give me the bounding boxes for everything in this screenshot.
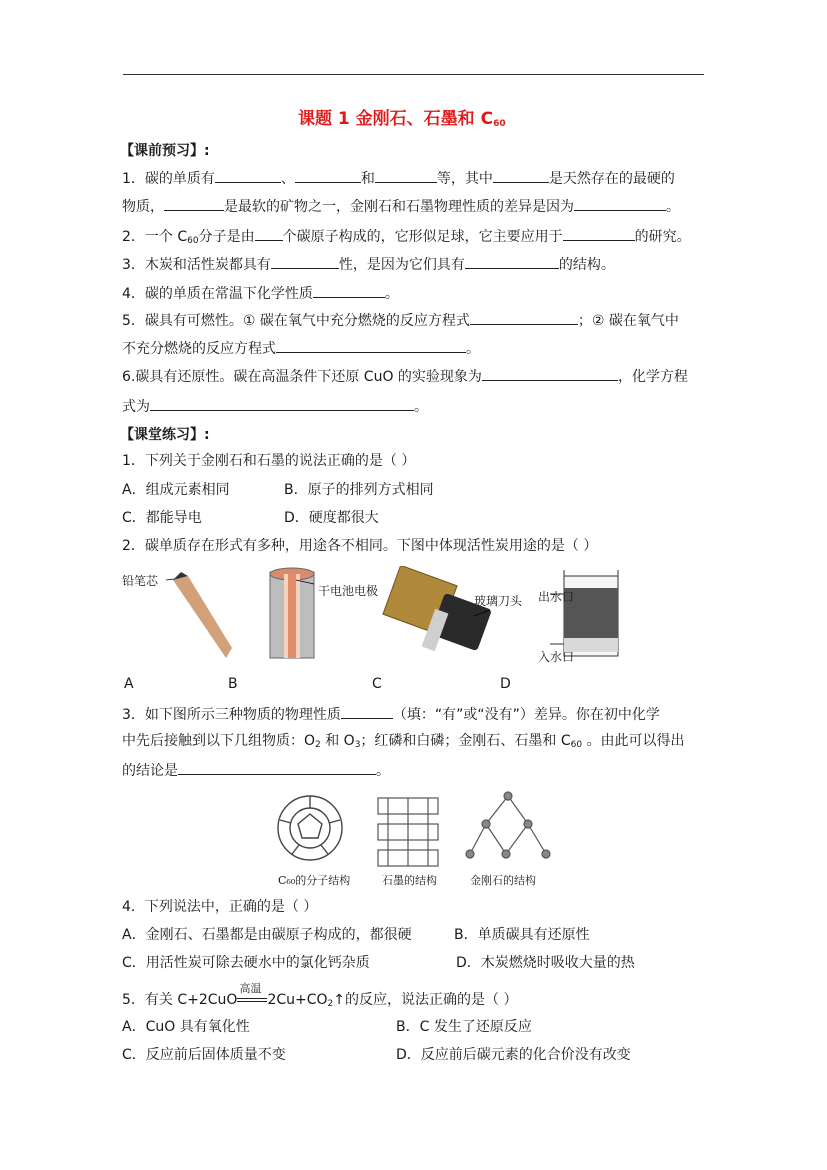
blank[interactable] (255, 226, 283, 241)
glass-cutter-label: 玻璃刀头 (474, 594, 523, 608)
practice-q5-option-c: C．反应前后固体质量不变 (122, 1047, 286, 1063)
blank[interactable] (470, 310, 578, 325)
blank[interactable] (574, 196, 666, 211)
practice-q1-option-a: A．组成元素相同 (122, 482, 230, 498)
preview-q6-line1: 6.碳具有还原性。碳在高温条件下还原 CuO 的实验现象为 ，化学方程 (122, 366, 688, 386)
preview-q5-line1: 5．碳具有可燃性。① 碳在氧气中充分燃烧的反应方程式 ；② 碳在氧气中 (122, 310, 679, 330)
practice-q4-option-d: D．木炭燃烧时吸收大量的热 (456, 955, 635, 971)
practice-q2-option-c: C (372, 676, 382, 692)
battery-image (270, 568, 314, 658)
practice-q2-option-d: D (500, 676, 511, 692)
blank[interactable] (313, 283, 385, 298)
practice-q5-option-d: D．反应前后碳元素的化合价没有改变 (396, 1047, 631, 1063)
preview-q2: 2．一个 $C_{60}$分子是由 个碳原子构成的，它形似足球，它主要应用于 的研究。 (122, 226, 691, 250)
practice-q2-option-a: A (124, 676, 134, 692)
blank[interactable] (375, 168, 437, 183)
preview-q1-line1: 1．碳的单质有 、 和 等，其中 是天然存在的最硬的 (122, 168, 675, 188)
blank[interactable] (276, 338, 466, 353)
title-sub: 60 (493, 119, 506, 129)
reaction-condition: 高温 (237, 990, 267, 1004)
blank[interactable] (295, 168, 361, 183)
practice-q4-option-a: A．金刚石、石墨都是由碳原子构成的，都很硬 (122, 927, 412, 943)
practice-q4: 4．下列说法中，正确的是（ ） (122, 899, 318, 915)
graphite-caption: 石墨的结构 (382, 874, 437, 887)
preview-q1-line2: 物质， 是最软的矿物之一，金刚石和石墨物理性质的差异是因为 。 (122, 196, 680, 216)
practice-q4-option-b: B．单质碳具有还原性 (454, 927, 590, 943)
practice-q1-option-c: C．都能导电 (122, 510, 202, 526)
c60-structure-image (278, 796, 342, 860)
blank[interactable] (493, 168, 549, 183)
practice-q1-option-d: D．硬度都很大 (284, 510, 379, 526)
page-title (298, 104, 506, 129)
battery-label: 干电池电极 (318, 584, 379, 598)
title-text: 课题 1 金刚石、石墨和 C (298, 109, 494, 129)
blank[interactable] (341, 704, 393, 719)
practice-q5-option-b: B．C 发生了还原反应 (396, 1019, 532, 1035)
pencil-image (166, 572, 232, 658)
preview-q6-line2: 式为 。 (122, 396, 428, 416)
preview-q5-line2: 不充分燃烧的反应方程式 。 (122, 338, 480, 358)
practice-q3-line3: 的结论是 。 (122, 760, 390, 780)
blank[interactable] (482, 366, 618, 381)
inlet-label: 入水口 (538, 650, 575, 664)
preview-q3: 3．木炭和活性炭都具有 性，是因为它们具有 的结构。 (122, 254, 615, 274)
header-rule (123, 74, 704, 75)
outlet-label: 出水口 (538, 590, 575, 604)
blank[interactable] (215, 168, 281, 183)
practice-q1-option-b: B．原子的排列方式相同 (284, 482, 434, 498)
practice-q5-option-a: A．CuO 具有氧化性 (122, 1019, 250, 1035)
blank[interactable] (563, 226, 635, 241)
diamond-structure-image (466, 792, 550, 858)
pencil-label: 铅笔芯 (122, 574, 159, 588)
practice-q4-option-c: C．用活性炭可除去硬水中的氯化钙杂质 (122, 955, 370, 971)
blank[interactable] (164, 196, 224, 211)
blank[interactable] (271, 254, 339, 269)
blank[interactable] (150, 396, 414, 411)
practice-q2: 2．碳单质存在形式有多种，用途各不相同。下图中体现活性炭用途的是（ ） (122, 538, 598, 554)
water-filter-image (550, 570, 618, 656)
blank[interactable] (465, 254, 559, 269)
diamond-caption: 金刚石的结构 (470, 874, 536, 887)
practice-q3-line1: 3．如下图所示三种物质的物理性质 （填：“有”或“没有”）差异。你在初中化学 (122, 704, 660, 724)
preview-heading: 【课前预习】: (120, 143, 210, 159)
preview-q4: 4．碳的单质在常温下化学性质 。 (122, 283, 399, 303)
practice-q2-option-b: B (228, 676, 238, 692)
practice-q1: 1．下列关于金刚石和石墨的说法正确的是（ ） (122, 453, 416, 469)
blank[interactable] (178, 760, 376, 775)
graphite-structure-image (378, 798, 438, 866)
practice-heading: 【课堂练习】: (120, 427, 210, 443)
practice-q5: 5．有关 C+2CuO 高温 $2Cu+CO_2↑$的反应，说法正确的是（ ） (122, 982, 518, 1009)
c60-caption: C₆₀的分子结构 (278, 874, 351, 887)
practice-q3-line2: 中先后接触到以下几组物质：$O_2$ 和 $O_3$；红磷和白磷；金刚石、石墨和 $C_{60}$ 。由此可以得出 (122, 733, 685, 750)
